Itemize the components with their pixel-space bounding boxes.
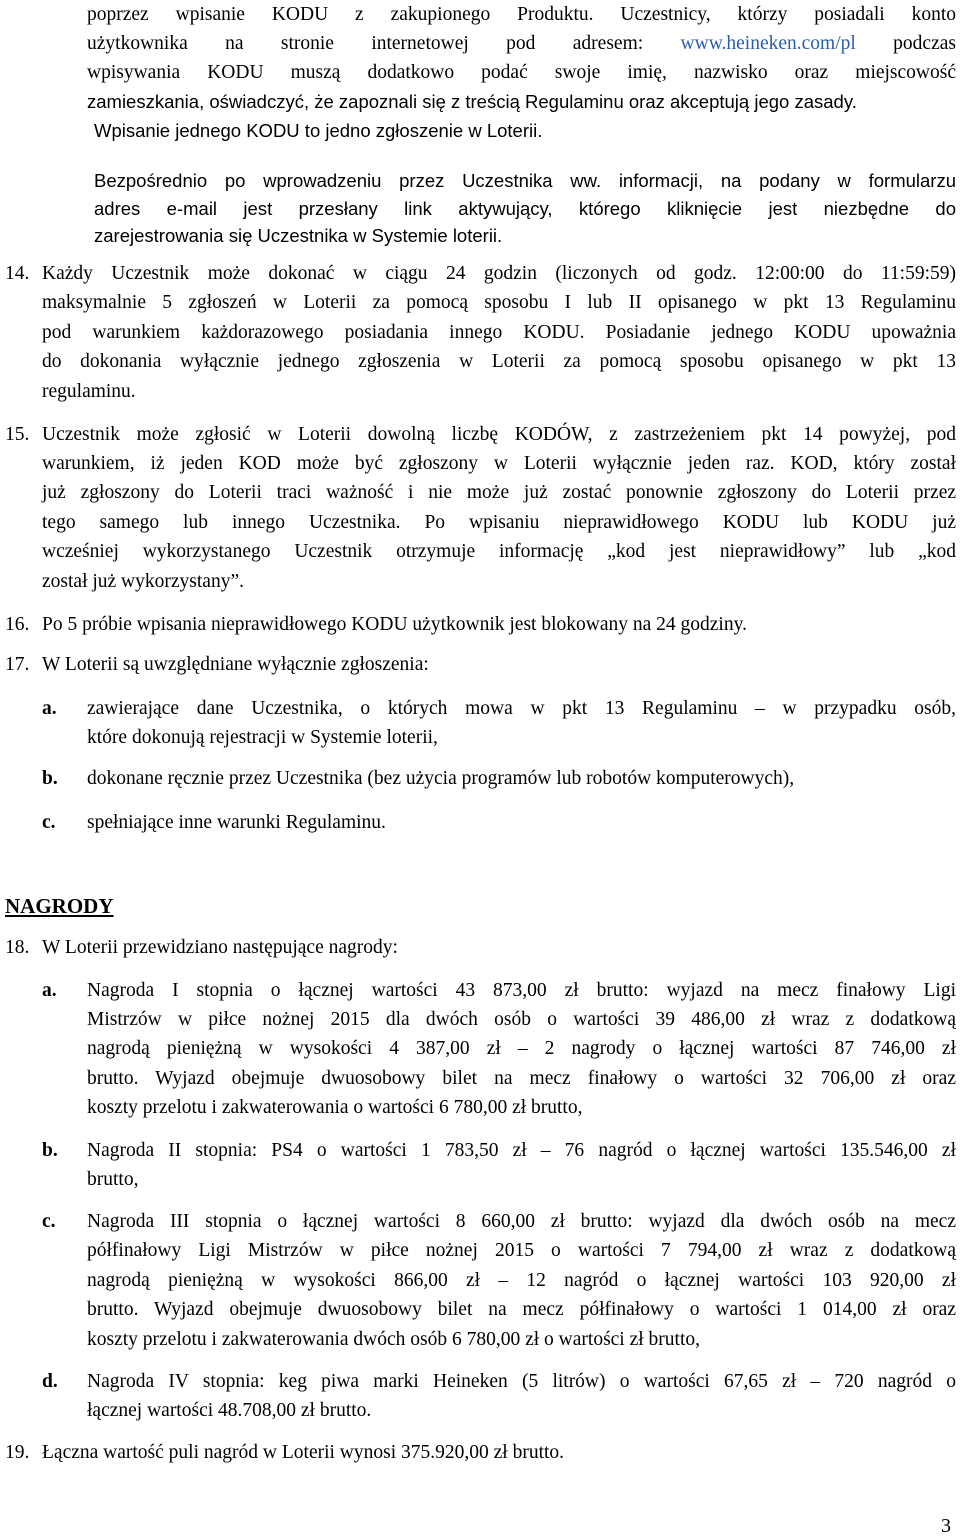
paragraph-number: 16. bbox=[5, 614, 30, 635]
heineken-link[interactable]: www.heineken.com/pl bbox=[680, 33, 856, 54]
text-line: Po 5 próbie wpisania nieprawidłowego KODU użytkownik jest blokowany na 24 godziny. bbox=[42, 614, 747, 635]
text-line: zarejestrowania się Uczestnika w Systemie loterii. bbox=[94, 225, 503, 246]
text-line: zawierające dane Uczestnika, o których mowa w pkt 13 Regulaminu – w przypadku osób, bbox=[87, 698, 956, 719]
list-letter: b. bbox=[42, 1140, 58, 1161]
text-line: Łączna wartość puli nagród w Loterii wynosi 375.920,00 zł brutto. bbox=[42, 1442, 565, 1463]
list-letter: a. bbox=[42, 698, 57, 719]
text-line: Bezpośrednio po wprowadzeniu przez Uczestnika ww. informacji, na podany w formularzu bbox=[94, 170, 956, 191]
text-line: regulaminu. bbox=[42, 381, 136, 402]
text-line: brutto. Wyjazd obejmuje dwuosobowy bilet na mecz finałowy o wartości 32 706,00 zł oraz bbox=[87, 1068, 956, 1089]
text-line: dokonane ręcznie przez Uczestnika (bez użycia programów lub robotów komputerowych), bbox=[87, 768, 795, 789]
text-line: łącznej wartości 48.708,00 zł brutto. bbox=[87, 1400, 372, 1421]
text-line: spełniające inne warunki Regulaminu. bbox=[87, 812, 386, 833]
text-line: maksymalnie 5 zgłoszeń w Loterii za pomocą sposobu I lub II opisanego w pkt 13 Regulaminu bbox=[42, 292, 956, 313]
text-line: koszty przelotu i zakwaterowania o wartości 6 780,00 zł brutto, bbox=[87, 1097, 583, 1118]
paragraph-number: 17. bbox=[5, 654, 30, 675]
paragraph-number: 14. bbox=[5, 263, 30, 284]
text-line: nagrodą pieniężną w wysokości 866,00 zł – 12 nagród o łącznej wartości 103 920,00 zł bbox=[87, 1270, 956, 1291]
text-line: nagrodą pieniężną w wysokości 4 387,00 zł – 2 nagrody o łącznej wartości 87 746,00 zł bbox=[87, 1038, 956, 1059]
text-line: adres e-mail jest przesłany link aktywujący, którego kliknięcie jest niezbędne do bbox=[94, 198, 956, 219]
text-line: wcześniej wykorzystanego Uczestnik otrzymuje informację „kod jest nieprawidłowy” lub „kod bbox=[42, 541, 956, 562]
text-line: Uczestnik może zgłosić w Loterii dowolną liczbę KODÓW, z zastrzeżeniem pkt 14 powyżej, pod bbox=[42, 424, 956, 445]
text-line: pod warunkiem każdorazowego posiadania innego KODU. Posiadanie jednego KODU upoważnia bbox=[42, 322, 956, 343]
text-line: już zgłoszony do Loterii traci ważność i nie może już zostać ponownie zgłoszony do Loterii przez bbox=[42, 482, 956, 503]
text-line: Każdy Uczestnik może dokonać w ciągu 24 godzin (liczonych od godz. 12:00:00 do 11:59:59) bbox=[42, 263, 956, 284]
text-line: użytkownika na stronie internetowej pod adresem: www.heineken.com/pl podczas bbox=[87, 33, 956, 54]
paragraph-number: 15. bbox=[5, 424, 30, 445]
text-line: Nagroda III stopnia o łącznej wartości 8 660,00 zł brutto: wyjazd dla dwóch osób na mecz bbox=[87, 1211, 956, 1232]
text-line: Nagroda IV stopnia: keg piwa marki Heineken (5 litrów) o wartości 67,65 zł – 720 nagród o bbox=[87, 1371, 956, 1392]
text-line: koszty przelotu i zakwaterowania dwóch osób 6 780,00 zł o wartości zł brutto, bbox=[87, 1329, 701, 1350]
list-letter: c. bbox=[42, 812, 56, 833]
text-line: tego samego lub innego Uczestnika. Po wpisaniu nieprawidłowego KODU lub KODU już bbox=[42, 512, 956, 533]
section-heading: NAGRODY bbox=[5, 894, 114, 918]
paragraph-number: 18. bbox=[5, 937, 30, 958]
text-line: warunkiem, iż jeden KOD może być zgłoszony w Loterii wyłącznie jeden raz. KOD, który został bbox=[42, 453, 956, 474]
text-line: zamieszkania, oświadczyć, że zapoznali się z treścią Regulaminu oraz akceptują jego zasady. bbox=[87, 91, 857, 112]
text-line: wpisywania KODU muszą dodatkowo podać swoje imię, nazwisko oraz miejscowość bbox=[87, 62, 956, 83]
text-line: Mistrzów w piłce nożnej 2015 dla dwóch osób o wartości 39 486,00 zł wraz z dodatkową bbox=[87, 1009, 956, 1030]
text-line: Nagroda II stopnia: PS4 o wartości 1 783,50 zł – 76 nagród o łącznej wartości 135.546,00 zł bbox=[87, 1140, 956, 1161]
text-line: półfinałowy Ligi Mistrzów w piłce nożnej 2015 o wartości 7 794,00 zł wraz z dodatkową bbox=[87, 1240, 956, 1261]
page-number: 3 bbox=[941, 1515, 951, 1537]
text-line: został już wykorzystany”. bbox=[42, 571, 244, 592]
list-letter: a. bbox=[42, 980, 57, 1001]
paragraph-number: 19. bbox=[5, 1442, 30, 1463]
list-letter: b. bbox=[42, 768, 58, 789]
text-line: do dokonania wyłącznie jednego zgłoszenia w Loterii za pomocą sposobu opisanego w pkt 13 bbox=[42, 351, 956, 372]
text-line: które dokonują rejestracji w Systemie loterii, bbox=[87, 727, 438, 748]
text-line: W Loterii są uwzględniane wyłącznie zgłoszenia: bbox=[42, 654, 429, 675]
list-letter: d. bbox=[42, 1371, 58, 1392]
text-line: W Loterii przewidziano następujące nagrody: bbox=[42, 937, 398, 958]
text-line: Nagroda I stopnia o łącznej wartości 43 873,00 zł brutto: wyjazd na mecz finałowy Ligi bbox=[87, 980, 956, 1001]
list-letter: c. bbox=[42, 1211, 56, 1232]
text-line: poprzez wpisanie KODU z zakupionego Produktu. Uczestnicy, którzy posiadali konto bbox=[87, 4, 956, 25]
text-line: brutto. Wyjazd obejmuje dwuosobowy bilet na mecz półfinałowy o wartości 1 014,00 zł oraz bbox=[87, 1299, 956, 1320]
text-line: Wpisanie jednego KODU to jedno zgłoszenie w Loterii. bbox=[94, 120, 543, 141]
text-line: brutto, bbox=[87, 1169, 139, 1190]
